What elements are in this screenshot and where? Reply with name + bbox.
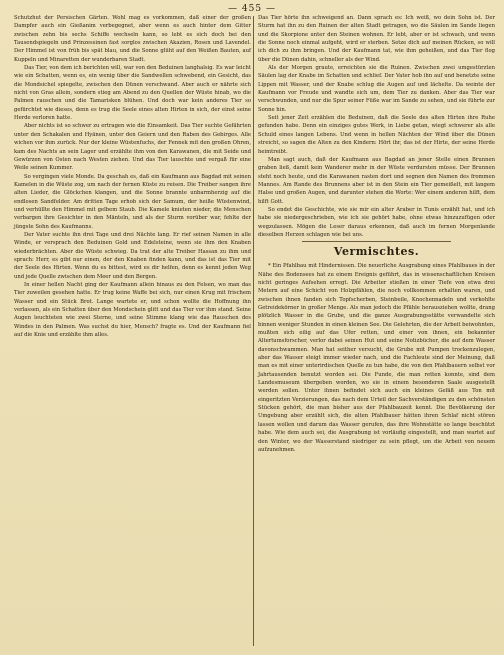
right-paragraph: Das Tier hörte ihn schweigend an. Dann sprach es: Ich weiß, wo dein Sohn ist. Der Sturm hat ihn zu den Ruinen der alten Stadt getragen, wo die Säulen im Sande liegen und die Skorpione unter den Steinen wohnen. Er lebt, aber er ist schwach, und wenn die Sonne noch einmal aufgeht, wird er sterben. Setze dich auf meinen Rücken, so will ich dich zu ihm bringen. Und der Kaufmann tat, wie ihm geheißen, und das Tier flog über die Dünen dahin, schneller als der Wind. bbox=[258, 15, 495, 63]
section-rule bbox=[302, 241, 451, 242]
right-column bbox=[258, 14, 495, 454]
right-paragraph: Als der Morgen graute, erreichten sie die Ruinen. Zwischen zwei umgestürzten Säulen lag der Knabe im Schatten und schlief. Der Vater hob ihn auf und benetzte seine Lippen mit Wasser, und der Knabe schlug die Augen auf und lächelte. Da weinte der Kaufmann vor Freude und wandte sich um, dem Tier zu danken. Aber das Tier war verschwunden, und nur die Spur seiner Füße war im Sande zu sehen, und sie führte zur Sonne hin. bbox=[258, 65, 495, 113]
page-number: — 455 — bbox=[228, 4, 276, 14]
left-paragraph: Das Tier, von dem ich berichten will, war von den Beduinen langhalsig. Es war leicht wie ein Schatten, wenn es, ein wenig über die Sandwellen schwebend, ein Gesicht, das die Mondsichel spiegelte, zwischen den Dünen verschwand. Aber auch er nährte sich nicht von Gras allein, sondern stieg am Abend zu den Quellen der Wüste hinab, wo die Palmen rauschen und die Tamarisken blühen. Und doch war kein anderes Tier so gefürchtet wie dieses, denn es trug die Seele eines alten Hirten in sich, der einst seine Herde verloren hatte. bbox=[14, 65, 251, 122]
right-paragraph: Man sagt auch, daß der Kaufmann aus Bagdad an jener Stelle einen Brunnen graben ließ, damit kein Wanderer mehr in der Wüste verdursten müsse. Der Brunnen steht noch heute, und die Karawanen rasten dort und segnen den Namen des frommen Mannes. Am Rande des Brunnens aber ist in den Stein ein Tier gemeißelt, mit langem Halse und großen Augen, und darunter stehen die Worte: Wer einem anderen hilft, dem hilft Gott. bbox=[258, 156, 495, 205]
right-paragraph: Seit jener Zeit erzählen die Beduinen, daß die Seele des alten Hirten ihre Ruhe gefunden habe. Denn ein einziges gutes Werk, in Liebe getan, wiegt schwerer als alle Schuld eines langen Lebens. Und wenn in hellen Nächten der Wind über die Dünen streicht, so sagen die Alten zu den Kindern: Hört ihr, das ist der Hirte, der seine Herde heimtreibt. bbox=[258, 115, 495, 155]
left-paragraph: Aber nichts ist so schwer zu ertragen wie die Einsamkeit. Das Tier suchte Gefährten unter den Schakalen und Hyänen, unter den Geiern und den Raben des Gebirges. Alle wichen vor ihm zurück. Nur der kleine Wüstenfuchs, der Fennek mit den großen Ohren, kam des Nachts an sein Lager und erzählte ihm von den Karawanen, die mit Seide und Gewürzen von Osten nach Westen ziehen. Und das Tier lauschte und vergaß für eine Weile seinen Kummer. bbox=[14, 123, 251, 172]
left-paragraph: Schutzhut der Persischen Gärten. Wohl mag es vorkommen, daß einer der großen Dampfer auch ein Gießanim verbegegnet, aber wenn es auch hinter dem Gitter zwischen zehn bis sechs Schiffe wechseln kann, so lebt es sich doch bei den Tausendspiegeln und Prinzessinen fast sorglos zwischen Akazien, Rosen und Lavendel. Der Himmel ist von früh bis spät blau, und die Sonne glüht auf den Weißen Bauten, auf Kuppeln und Minaretten der wunderbaren Stadt. bbox=[14, 15, 251, 63]
left-paragraph: So vergingen viele Monde. Da geschah es, daß ein Kaufmann aus Bagdad mit seinen Kamelen in die Wüste zog, um nach der fernen Küste zu reisen. Die Treiber sangen ihre alten Lieder, die Glöckchen klangen, und die Sonne brannte unbarmherzig auf die endlosen Sandfelder. Am dritten Tage erhob sich der Samum, der heiße Wüstenwind, und verhüllte den Himmel mit gelbem Staub. Die Kamele knieten nieder, die Menschen verbargen ihre Gesichter in den Mänteln, und als der Sturm vorüber war, fehlte der jüngste Sohn des Kaufmanns. bbox=[14, 173, 251, 230]
column-divider bbox=[253, 16, 254, 646]
left-paragraph: Der Vater suchte ihn drei Tage und drei Nächte lang. Er rief seinen Namen in alle Winde, er versprach den Beduinen Gold und Edelsteine, wenn sie ihm den Knaben wiederbrächten. Aber die Wüste schwieg. Da trat der alte Treiber Hassan zu ihm und sprach: Herr, es gibt nur einen, der den Knaben finden kann, und das ist das Tier mit der Seele des Hirten. Wenn du es bittest, wird es dir helfen, denn es kennt jeden Weg und jede Quelle zwischen dem Meer und den Bergen. bbox=[14, 231, 251, 280]
section-heading: Vermischtes. bbox=[333, 245, 420, 259]
left-column bbox=[14, 14, 251, 339]
right-paragraph: So endet die Geschichte, wie sie mir ein alter Araber in Tunis erzählt hat, und ich habe sie niedergeschrieben, wie ich sie gehört habe, ohne etwas hinzuzufügen oder wegzulassen. Mögen die Leser daraus erkennen, daß auch im fernen Morgenlande dieselben Herzen schlagen wie bei uns. bbox=[258, 206, 495, 238]
left-paragraph: In einer hellen Nacht ging der Kaufmann allein hinaus zu den Felsen, wo man das Tier zuweilen gesehen hatte. Er trug keine Waffe bei sich, nur einen Krug mit frischem Wasser und ein Stück Brot. Lange wartete er, und schon wollte die Hoffnung ihn verlassen, als ein Schatten über den Mondschein glitt und das Tier vor ihm stand. Seine Augen leuchteten wie zwei Sterne, und seine Stimme klang wie das Rauschen des Windes in den Palmen. Was suchst du hier, Mensch? fragte es. Und der Kaufmann fiel auf die Knie und erzählte ihm alles. bbox=[14, 282, 251, 339]
section-paragraph: * Ein Pfahlbau mit Hindernissen. Die neuerliche Ausgrabung eines Pfahlbaues in der Nähe des Bodensees hat zu einem Ereignis geführt, das in wissenschaftlichen Kreisen nicht geringes Aufsehen erregt. Die Arbeiter stießen in einer Tiefe von etwa drei Metern auf eine Schicht von Holzpfählen, die noch vollkommen erhalten waren, und zwischen ihnen fanden sich Topfscherben, Steinbeile, Knochennadeln und verkohlte Getreidekörner in großer Menge. Als man jedoch die Pfähle herausziehen wollte, drang plötzlich Wasser in die Grube, und die ganze Ausgrabungsstätte verwandelte sich binnen weniger Stunden in einen kleinen See. Die Gelehrten, die der Arbeit beiwohnten, mußten sich eilig auf das Ufer retten, und einer von ihnen, ein bekannter Altertumsforscher, verlor dabei seinen Hut und seine Notizbücher, die auf dem Wasser davonschwammen. Man hat seither versucht, die Grube mit Pumpen trockenzulegen, aber das Wasser steigt immer wieder nach, und die Fachleute sind der Meinung, daß man es mit einer unterirdischen Quelle zu tun habe, die von den Pfahlbauern selbst vor Jahrtausenden benutzt worden sei. Die Funde, die man retten konnte, sind dem Landesmuseum übergeben worden, wo sie in einem besonderen Saale ausgestellt werden sollen. Unter ihnen befindet sich auch ein kleines Gefäß aus Ton mit eingeritzten Verzierungen, das nach dem Urteil der Sachverständigen zu den schönsten Stücken gehört, die man bisher aus der Pfahlbauzeit kennt. Die Bevölkerung der Umgebung aber erzählt sich, die alten Pfahlbauer hätten ihren Schlaf nicht stören lassen wollen und darum das Wasser gerufen, das ihre Wohnstätte so lange beschützt habe. Wie dem auch sei, die Ausgrabung ist vorläufig eingestellt, und man wartet auf den Winter, wo der Wasserstand niedriger zu sein pflegt, um die Arbeit von neuem aufzunehmen. bbox=[258, 263, 495, 453]
